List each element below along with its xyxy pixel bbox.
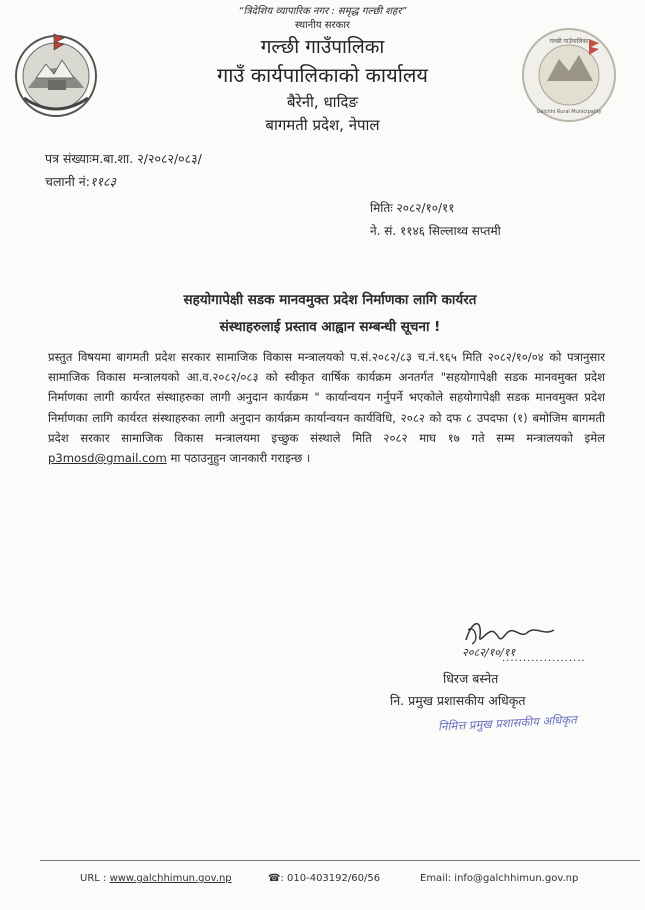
signature-dots: .................... xyxy=(502,653,586,664)
footer-url xyxy=(80,873,232,884)
website-link[interactable]: www.galchhimun.gov.np xyxy=(109,873,232,884)
notice-paragraph xyxy=(48,347,605,468)
phone-icon: ☎ xyxy=(268,873,281,884)
letter-date: मितिः २०८२/१०/११ xyxy=(370,201,455,215)
body-text: प्रस्तुत विषयमा बागमती प्रदेश सरकार सामाजिक विकास मन्त्रालयको प.सं.२०८२/८३ च.नं.९६५ मिति २०८२/१०/०४ को पत्रानुसार सामाजिक विकास मन्त्रालयको आ.व.२०८२/०८३ को स्वीकृत वार्षिक कार्यक्रम अनतर्गत "सहयोगापेक्षी सडक मानवमुक्त प्रदेश निर्माणका लागी कार्यरत संस्थाहरुका लागी अनुदान कार्यक्रम " कार्यान्वयन गर्नुपर्ने भएकोले सहयोगापेक्षी सडक मानवमुक्त प्रदेश निर्माणका लागि कार्यरत संस्थाहरुका लागी अनुदान कार्यक्रम कार्यान्वयन कार्यविधि, २०८२ को दफ ८ उपदफा (१) बमोजिम बागमती प्रदेश सरकार सामाजिक विकास मन्त्रालयमा इच्छुक संस्थाले मिति २०८२ माघ १७ गते सम्म मन्त्रालयको इमेल xyxy=(48,350,605,445)
motto: “त्रिदेशिय व्यापारिक नगर : समृद्ध गल्छी शहर” xyxy=(238,6,407,17)
phone-number: : 010-403192/60/56 xyxy=(280,873,381,884)
signature-date: २०८२/१०/११ xyxy=(462,646,516,659)
footer-divider xyxy=(40,860,640,861)
footer-phone xyxy=(268,873,380,884)
dispatch-number-line xyxy=(45,173,116,190)
nepal-sambat-date: ने. सं. ११४६ सिल्लाथ्व सप्तमी xyxy=(370,224,501,238)
footer-email: Email: info@galchhimun.gov.np xyxy=(420,873,579,884)
letter-number: पत्र संख्याःम.बा.शा. २/२०८२/०८३/ xyxy=(45,151,202,166)
municipality-name: गल्छी गाउँपालिका xyxy=(260,36,385,58)
province-line: बागमती प्रदेश, नेपाल xyxy=(265,116,380,134)
signatory-title: नि. प्रमुख प्रशासकीय अधिकृत xyxy=(390,693,526,708)
notice-body xyxy=(48,347,605,468)
local-government-label: स्थानीय सरकार xyxy=(295,20,350,31)
signatory-name: धिरज बस्नेत xyxy=(443,671,499,686)
office-address: बैरेनी, धादिङ xyxy=(287,93,358,111)
dispatch-label: चलानी नं: xyxy=(45,174,90,189)
subject-line-1: सहयोगापेक्षी सडक मानवमुक्त प्रदेश निर्माणका लागि कार्यरत xyxy=(183,292,477,308)
logo-text-top: गल्छी गाउँपालिका xyxy=(549,38,589,45)
official-stamp: निमित्त प्रमुख प्रशासकीय अधिकृत xyxy=(437,712,578,734)
logo-text-bottom: Galchhi Rural Municipality xyxy=(536,109,602,115)
body-text-end: मा पठाउनुहुन जानकारी गराइन्छ । xyxy=(170,451,311,466)
subject-line-2: संस्थाहरुलाई प्रस्ताव आह्वान सम्बन्धी सूचना ! xyxy=(219,319,441,335)
email-link[interactable]: p3mosd@gmail.com xyxy=(48,451,167,466)
subject-heading xyxy=(60,287,600,341)
office-name: गाउँ कार्यपालिकाको कार्यालय xyxy=(216,63,429,87)
url-label: URL : xyxy=(80,873,110,884)
dispatch-number: ११८३ xyxy=(89,174,116,189)
